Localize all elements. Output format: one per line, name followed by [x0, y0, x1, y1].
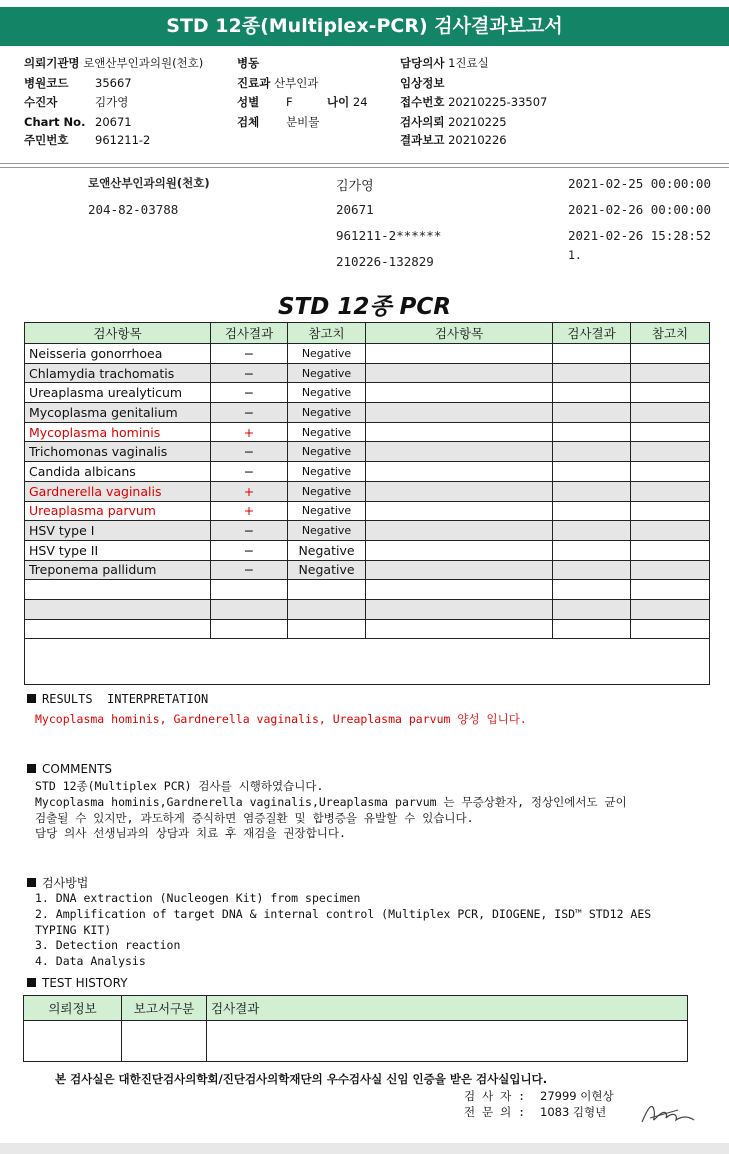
- table-row: [25, 383, 710, 403]
- test-item: Treponema pallidum: [25, 560, 211, 580]
- column-header: 보고서구분: [122, 996, 207, 1021]
- comments-text: [35, 779, 627, 842]
- id-value: 961211-2: [95, 133, 151, 147]
- square-bullet-icon: [27, 694, 36, 703]
- test-result: −: [211, 383, 288, 403]
- table-cell: [366, 422, 553, 442]
- table-cell: [631, 560, 710, 580]
- test-result: −: [211, 540, 288, 560]
- table-cell: [631, 619, 710, 639]
- table-row: [25, 462, 710, 482]
- table-cell: [631, 521, 710, 541]
- table-cell: [631, 422, 710, 442]
- table-cell: [366, 344, 553, 364]
- date-reported-suffix: 1.: [568, 248, 582, 262]
- specimen-label: 검체: [237, 115, 260, 129]
- test-item: Chlamydia trachomatis: [25, 363, 211, 383]
- method-text: [35, 891, 651, 970]
- reference-value: Negative: [288, 383, 366, 403]
- table-row: [25, 403, 710, 423]
- table-cell: [631, 599, 710, 619]
- business-number: 204-82-03788: [88, 202, 179, 217]
- test-result: −: [211, 560, 288, 580]
- table-cell: [631, 403, 710, 423]
- table-cell: [631, 442, 710, 462]
- column-header: 참고치: [288, 323, 366, 344]
- reference-value: Negative: [288, 560, 366, 580]
- test-item: Ureaplasma urealyticum: [25, 383, 211, 403]
- request-label: 검사의뢰: [400, 115, 445, 129]
- table-cell: [553, 442, 631, 462]
- table-cell: [288, 580, 366, 600]
- table-cell: [25, 580, 211, 600]
- table-cell: [366, 599, 553, 619]
- table-cell: [366, 403, 553, 423]
- reference-value: Negative: [288, 442, 366, 462]
- table-row: [25, 501, 710, 521]
- table-cell: [366, 462, 553, 482]
- table-row: [25, 363, 710, 383]
- test-item: Trichomonas vaginalis: [25, 442, 211, 462]
- test-result: −: [211, 344, 288, 364]
- ward-label: 병동: [237, 56, 260, 70]
- table-row: [25, 521, 710, 541]
- table-cell: [366, 540, 553, 560]
- comments-heading: COMMENTS: [27, 762, 112, 776]
- table-cell: [366, 442, 553, 462]
- id-masked: 961211-2******: [336, 228, 442, 243]
- report-label: 결과보고: [400, 133, 445, 147]
- pcr-title: STD 12종 PCR: [277, 294, 452, 320]
- table-cell: [631, 540, 710, 560]
- history-empty-row: [24, 1021, 688, 1062]
- id-label: 주민번호: [24, 133, 69, 147]
- table-cell: [288, 619, 366, 639]
- patient-label: 수진자: [24, 95, 58, 109]
- test-result: −: [211, 521, 288, 541]
- table-cell: [366, 521, 553, 541]
- table-cell: [25, 599, 211, 619]
- table-cell: [553, 599, 631, 619]
- table-row: [25, 599, 710, 619]
- sample-code: 210226-132829: [336, 254, 434, 269]
- square-bullet-icon: [27, 978, 36, 987]
- patient-value: 김가영: [95, 95, 129, 109]
- request-value: 20210225: [448, 115, 507, 129]
- table-cell: [553, 363, 631, 383]
- column-header: 참고치: [631, 323, 710, 344]
- table-header-row: [25, 323, 710, 344]
- table-row: [25, 481, 710, 501]
- specialist-value: 1083 김형년: [540, 1105, 607, 1119]
- test-item: Candida albicans: [25, 462, 211, 482]
- test-item: Ureaplasma parvum: [25, 501, 211, 521]
- chart-number: 20671: [336, 202, 374, 217]
- examiner-label: 검 사 자 :: [464, 1089, 526, 1103]
- table-cell: [366, 560, 553, 580]
- reference-value: Negative: [288, 344, 366, 364]
- column-header: 의뢰정보: [24, 996, 122, 1021]
- comment-line: 담당 의사 선생님과의 상담과 치료 후 재검을 권장합니다.: [35, 826, 346, 841]
- examiner-value: 27999 이현상: [540, 1089, 614, 1103]
- table-cell: [553, 540, 631, 560]
- test-item: Mycoplasma genitalium: [25, 403, 211, 423]
- table-cell: [366, 383, 553, 403]
- table-row: [25, 639, 710, 685]
- test-result: +: [211, 422, 288, 442]
- hospital-code-label: 병원코드: [24, 76, 69, 90]
- age-value: 24: [352, 95, 368, 109]
- empty-cell: [122, 1021, 207, 1062]
- column-header: 검사항목: [25, 323, 211, 344]
- test-item: Gardnerella vaginalis: [25, 481, 211, 501]
- table-cell: [553, 560, 631, 580]
- clinical-label: 임상정보: [400, 76, 445, 90]
- sex-label: 성별: [237, 95, 260, 109]
- comment-line: STD 12종(Multiplex PCR) 검사를 시행하였습니다.: [35, 779, 324, 793]
- method-line: 3. Detection reaction: [35, 938, 181, 953]
- chart-label: Chart No.: [24, 115, 86, 129]
- column-header: 검사결과: [207, 996, 688, 1021]
- method-line: TYPING KIT): [35, 922, 112, 937]
- clinic-name: 로앤산부인과의원(천호): [88, 176, 210, 190]
- comment-line: Mycoplasma hominis,Gardnerella vaginalis,Ureaplasma parvum 는 무증상환자, 정상인에서도 균이: [35, 794, 627, 809]
- table-cell: [366, 363, 553, 383]
- institution-value: 로앤산부인과의원(천호): [83, 56, 204, 70]
- test-item: Mycoplasma hominis: [25, 422, 211, 442]
- dept-value: 산부인과: [273, 76, 319, 90]
- table-cell: [553, 580, 631, 600]
- test-result: +: [211, 501, 288, 521]
- sex-value: F: [286, 95, 293, 109]
- test-result: −: [211, 442, 288, 462]
- specimen-value: 분비물: [286, 115, 320, 129]
- date-reported: 2021-02-26 15:28:52: [568, 228, 711, 243]
- reference-value: Negative: [288, 462, 366, 482]
- table-row: [25, 619, 710, 639]
- bottom-bar: [0, 1143, 729, 1154]
- table-cell: [631, 501, 710, 521]
- table-cell: [553, 462, 631, 482]
- history-heading: TEST HISTORY: [27, 976, 128, 990]
- divider: [0, 163, 729, 164]
- empty-cell: [24, 1021, 122, 1062]
- table-cell: [553, 481, 631, 501]
- test-result: −: [211, 462, 288, 482]
- method-line: 1. DNA extraction (Nucleogen Kit) from specimen: [35, 891, 361, 905]
- table-cell: [366, 501, 553, 521]
- test-result: −: [211, 363, 288, 383]
- reference-value: Negative: [288, 363, 366, 383]
- table-cell: [211, 580, 288, 600]
- table-row: [25, 344, 710, 364]
- table-cell: [553, 344, 631, 364]
- table-cell: [631, 363, 710, 383]
- results-table: [24, 322, 710, 685]
- receipt-value: 20210225-33507: [448, 95, 548, 109]
- table-cell: [631, 481, 710, 501]
- square-bullet-icon: [27, 878, 36, 887]
- dept-label: 진료과: [237, 76, 271, 90]
- comment-line: 검출될 수 있지만, 과도하게 증식하면 염증질환 및 합병증을 유발할 수 있습니다.: [35, 810, 474, 825]
- table-cell: [553, 422, 631, 442]
- date-received: 2021-02-25 00:00:00: [568, 176, 711, 191]
- method-line: 2. Amplification of target DNA & internal control (Multiplex PCR, DIOGENE, ISD™ STD12 AES: [35, 906, 652, 921]
- table-cell: [288, 599, 366, 619]
- age-label: 나이: [327, 95, 350, 109]
- table-cell: [631, 580, 710, 600]
- table-cell: [631, 344, 710, 364]
- empty-cell: [207, 1021, 688, 1062]
- report-title: STD 12종(Multiplex-PCR) 검사결과보고서: [0, 7, 729, 46]
- reference-value: Negative: [288, 540, 366, 560]
- table-row: [25, 580, 710, 600]
- table-cell: [553, 521, 631, 541]
- reference-value: Negative: [288, 521, 366, 541]
- reference-value: Negative: [288, 422, 366, 442]
- table-row: [25, 422, 710, 442]
- reference-value: Negative: [288, 501, 366, 521]
- table-cell: [553, 619, 631, 639]
- test-item: Neisseria gonorrhoea: [25, 344, 211, 364]
- column-header: 검사결과: [553, 323, 631, 344]
- table-cell: [553, 501, 631, 521]
- table-cell: [553, 383, 631, 403]
- square-bullet-icon: [27, 764, 36, 773]
- test-item: HSV type II: [25, 540, 211, 560]
- test-result: −: [211, 403, 288, 423]
- patient-info-section: [0, 52, 729, 162]
- institution-label: 의뢰기관명: [24, 56, 80, 70]
- table-cell: [553, 403, 631, 423]
- column-header: 검사결과: [211, 323, 288, 344]
- table-row: [25, 442, 710, 462]
- signature-image: [638, 1098, 698, 1128]
- table-cell: [631, 462, 710, 482]
- table-cell: [631, 383, 710, 403]
- table-cell: [211, 619, 288, 639]
- results-text: Mycoplasma hominis, Gardnerella vaginalis, Ureaplasma parvum 양성 입니다.: [35, 712, 527, 726]
- reference-value: Negative: [288, 403, 366, 423]
- empty-cell: [25, 639, 710, 685]
- receipt-label: 접수번호: [400, 95, 445, 109]
- table-row: [25, 540, 710, 560]
- test-result: +: [211, 481, 288, 501]
- test-item: HSV type I: [25, 521, 211, 541]
- certification-text: 본 검사실은 대한진단검사의학회/진단검사의학재단의 우수검사실 신임 인증을 받은 검사실입니다.: [55, 1072, 548, 1086]
- table-row: [25, 560, 710, 580]
- method-heading: 검사방법: [27, 874, 88, 891]
- history-header-row: [24, 996, 688, 1021]
- table-cell: [211, 599, 288, 619]
- results-heading: RESULTS INTERPRETATION: [27, 692, 208, 706]
- date-tested: 2021-02-26 00:00:00: [568, 202, 711, 217]
- specialist-label: 전 문 의 :: [464, 1105, 526, 1119]
- column-header: 검사항목: [366, 323, 553, 344]
- table-cell: [25, 619, 211, 639]
- reference-value: Negative: [288, 481, 366, 501]
- report-value: 20210226: [448, 133, 507, 147]
- test-history-table: [23, 995, 688, 1062]
- divider: [0, 167, 729, 168]
- table-cell: [366, 481, 553, 501]
- patient-name: 김가영: [336, 179, 374, 194]
- method-line: 4. Data Analysis: [35, 954, 146, 969]
- doctor-value: 1진료실: [448, 56, 489, 70]
- doctor-label: 담당의사: [400, 56, 445, 70]
- hospital-code-value: 35667: [95, 76, 132, 90]
- chart-value: 20671: [95, 115, 132, 129]
- table-cell: [366, 619, 553, 639]
- table-cell: [366, 580, 553, 600]
